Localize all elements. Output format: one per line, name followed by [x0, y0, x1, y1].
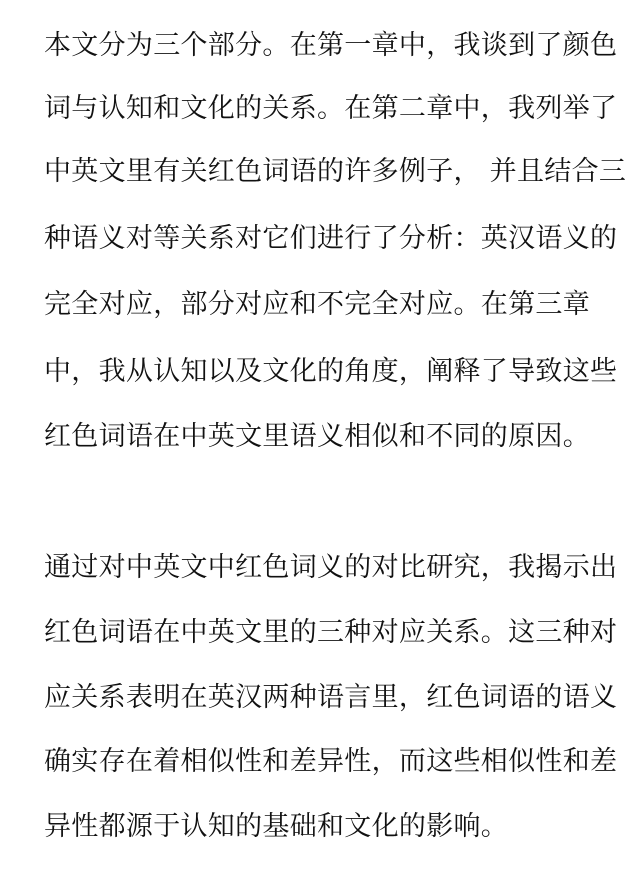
paragraph-2-line-2: 红色词语在中英文里的三种对应关系。这三种对	[44, 617, 618, 648]
paragraph-1-line-4: 种语义对等关系对它们进行了分析：英汉语义的	[44, 223, 618, 254]
paragraph-1-line-1: 本文分为三个部分。在第一章中，我谈到了颜色	[44, 30, 618, 61]
paragraph-1-line-5: 完全对应，部分对应和不完全对应。在第三章	[44, 289, 590, 320]
paragraph-1-line-7: 红色词语在中英文里语义相似和不同的原因。	[44, 421, 590, 452]
paragraph-1-line-6: 中，我从认知以及文化的角度，阐释了导致这些	[44, 356, 618, 387]
paragraph-2-line-3: 应关系表明在英汉两种语言里，红色词语的语义	[44, 682, 618, 713]
paragraph-2-line-5: 异性都源于认知的基础和文化的影响。	[44, 811, 509, 842]
paragraph-1-line-2: 词与认知和文化的关系。在第二章中，我列举了	[44, 93, 618, 124]
paragraph-2-line-4: 确实存在着相似性和差异性，而这些相似性和差	[44, 746, 618, 777]
paragraph-2-line-1: 通过对中英文中红色词义的对比研究，我揭示出	[44, 552, 618, 583]
paragraph-1-line-3: 中英文里有关红色词语的许多例子， 并且结合三	[44, 156, 627, 187]
